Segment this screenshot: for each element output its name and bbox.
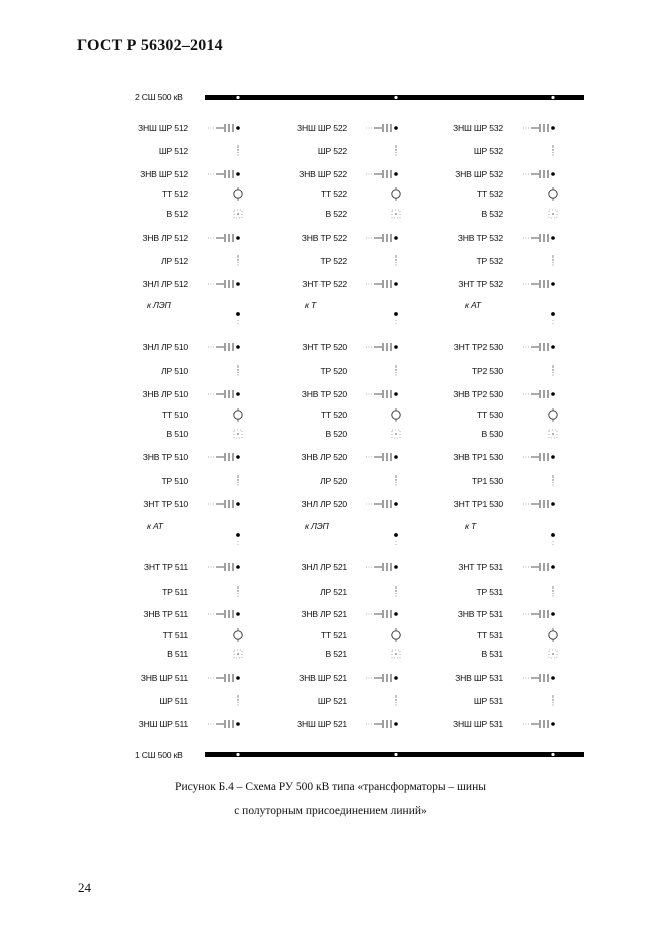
- disconnector-icon: [552, 695, 553, 706]
- grounding-switch-icon: [208, 610, 240, 618]
- grounding-switch-icon: [523, 453, 555, 461]
- grounding-switch-icon: [366, 124, 398, 132]
- grounding-switch-icon: [366, 390, 398, 398]
- equipment-label: ЗНВ ЛР 521: [301, 609, 347, 619]
- equipment-label: к АТ: [147, 521, 163, 531]
- disconnector-icon: [395, 475, 396, 486]
- equipment-label: ЗНЛ ЛР 520: [301, 499, 347, 509]
- disconnector-icon: [395, 365, 396, 376]
- equipment-label: ЗНТ ТР1 530: [453, 499, 503, 509]
- equipment-label: ЗНТ ТР2 530: [453, 342, 503, 352]
- grounding-switch-icon: [208, 390, 240, 398]
- bus-1-tap: [551, 753, 554, 756]
- equipment-label: ЛР 512: [161, 256, 188, 266]
- grounding-switch-icon: [366, 563, 398, 571]
- document-title: ГОСТ Р 56302–2014: [77, 37, 223, 54]
- equipment-label: ШР 522: [317, 146, 347, 156]
- connection-point-icon: [394, 312, 398, 316]
- circuit-breaker-icon: [549, 650, 557, 658]
- equipment-label: ЗНВ ШР 512: [140, 169, 188, 179]
- grounding-switch-icon: [523, 610, 555, 618]
- equipment-label: ЗНВ ШР 521: [299, 673, 347, 683]
- grounding-switch-icon: [208, 343, 240, 351]
- equipment-label: ТТ 522: [320, 189, 347, 199]
- equipment-label: ШР 532: [473, 146, 503, 156]
- current-transformer-icon: [549, 628, 557, 642]
- equipment-label: ТТ 532: [476, 189, 503, 199]
- equipment-label: ЗНШ ШР 521: [297, 719, 347, 729]
- equipment-label: ЗНШ ШР 511: [138, 719, 188, 729]
- circuit-breaker-icon: [392, 430, 400, 438]
- connection-point-icon: [551, 312, 555, 316]
- equipment-label: ЗНВ ЛР 512: [142, 233, 188, 243]
- grounding-switch-icon: [208, 563, 240, 571]
- equipment-label: ЛР 521: [320, 587, 347, 597]
- grounding-switch-icon: [366, 343, 398, 351]
- current-transformer-icon: [392, 187, 400, 201]
- current-transformer-icon: [392, 628, 400, 642]
- circuit-breaker-icon: [392, 650, 400, 658]
- circuit-breaker-icon: [549, 430, 557, 438]
- equipment-label: ЗНВ ТР 520: [301, 389, 347, 399]
- grounding-switch-icon: [523, 563, 555, 571]
- equipment-label: ЗНШ ШР 532: [453, 123, 503, 133]
- disconnector-icon: [237, 586, 238, 597]
- grounding-switch-icon: [208, 453, 240, 461]
- equipment-label: В 510: [166, 429, 188, 439]
- equipment-label: ЗНВ ТР 510: [142, 452, 188, 462]
- equipment-label: ТТ 511: [162, 630, 188, 640]
- equipment-label: ЗНВ ЛР 510: [142, 389, 188, 399]
- connection-point-icon: [236, 533, 240, 537]
- grounding-switch-icon: [523, 500, 555, 508]
- grounding-switch-icon: [366, 170, 398, 178]
- equipment-label: ТТ 531: [476, 630, 503, 640]
- equipment-label: ЗНШ ШР 531: [453, 719, 503, 729]
- disconnector-icon: [395, 255, 396, 266]
- equipment-label: ЗНВ ТР 531: [457, 609, 503, 619]
- equipment-label: ЗНВ ТР1 530: [453, 452, 503, 462]
- bay-column-1: [138, 96, 242, 756]
- current-transformer-icon: [549, 187, 557, 201]
- equipment-label: к АТ: [465, 300, 481, 310]
- current-transformer-icon: [234, 628, 242, 642]
- equipment-label: ЗНТ ТР 531: [458, 562, 503, 572]
- equipment-label: ЗНВ ЛР 520: [301, 452, 347, 462]
- current-transformer-icon: [392, 408, 400, 422]
- grounding-switch-icon: [523, 390, 555, 398]
- equipment-label: к ЛЭП: [147, 300, 171, 310]
- grounding-switch-icon: [208, 234, 240, 242]
- grounding-switch-icon: [523, 720, 555, 728]
- circuit-breaker-icon: [549, 210, 557, 218]
- equipment-label: ЗНВ ШР 522: [299, 169, 347, 179]
- page-number: 24: [78, 880, 91, 895]
- bus-2-label: 2 СШ 500 кВ: [135, 92, 183, 102]
- current-transformer-icon: [234, 187, 242, 201]
- disconnector-icon: [395, 695, 396, 706]
- bay-column-2: [297, 96, 400, 756]
- equipment-label: ЗНТ ТР 532: [458, 279, 503, 289]
- equipment-label: В 522: [325, 209, 347, 219]
- grounding-switch-icon: [366, 610, 398, 618]
- grounding-switch-icon: [523, 170, 555, 178]
- grounding-switch-icon: [366, 500, 398, 508]
- disconnector-icon: [552, 145, 553, 156]
- equipment-label: В 520: [325, 429, 347, 439]
- equipment-label: В 512: [166, 209, 188, 219]
- equipment-label: ЗНВ ТР2 530: [453, 389, 503, 399]
- grounding-switch-icon: [208, 280, 240, 288]
- circuit-breaker-icon: [234, 430, 242, 438]
- equipment-label: ШР 531: [473, 696, 503, 706]
- equipment-label: В 531: [481, 649, 503, 659]
- bus-1-label: 1 СШ 500 кВ: [135, 750, 183, 760]
- grounding-switch-icon: [208, 124, 240, 132]
- equipment-label: ЗНЛ ЛР 521: [301, 562, 347, 572]
- disconnector-icon: [395, 145, 396, 156]
- connection-point-icon: [551, 533, 555, 537]
- disconnector-icon: [237, 695, 238, 706]
- equipment-label: ЗНВ ТР 532: [457, 233, 503, 243]
- disconnector-icon: [395, 586, 396, 597]
- equipment-label: ЗНШ ШР 522: [297, 123, 347, 133]
- bus-2-tap: [394, 96, 397, 99]
- bus-2-tap: [551, 96, 554, 99]
- disconnector-icon: [237, 365, 238, 376]
- circuit-breaker-icon: [234, 210, 242, 218]
- equipment-label: В 530: [481, 429, 503, 439]
- grounding-switch-icon: [208, 500, 240, 508]
- equipment-label: ТТ 512: [161, 189, 188, 199]
- grounding-switch-icon: [523, 280, 555, 288]
- equipment-label: ЗНТ ТР 522: [302, 279, 347, 289]
- equipment-label: ТР2 530: [471, 366, 503, 376]
- grounding-switch-icon: [523, 674, 555, 682]
- bay-columns: [138, 96, 557, 756]
- equipment-label: ТТ 530: [476, 410, 503, 420]
- equipment-label: ТР1 530: [471, 476, 503, 486]
- bay-column-3: [453, 96, 557, 756]
- disconnector-icon: [237, 255, 238, 266]
- equipment-label: В 521: [325, 649, 347, 659]
- bus-2-tap: [236, 96, 239, 99]
- grounding-switch-icon: [523, 124, 555, 132]
- equipment-label: ТТ 520: [320, 410, 347, 420]
- equipment-label: ТР 511: [162, 587, 188, 597]
- grounding-switch-icon: [523, 343, 555, 351]
- equipment-label: ЗНТ ТР 520: [302, 342, 347, 352]
- current-transformer-icon: [549, 408, 557, 422]
- equipment-label: ШР 511: [159, 696, 188, 706]
- grounding-switch-icon: [366, 453, 398, 461]
- equipment-label: ЛР 520: [320, 476, 347, 486]
- disconnector-icon: [552, 255, 553, 266]
- equipment-label: ЗНТ ТР 510: [143, 499, 188, 509]
- disconnector-icon: [237, 145, 238, 156]
- equipment-label: к ЛЭП: [305, 521, 329, 531]
- equipment-label: ТТ 510: [161, 410, 188, 420]
- grounding-switch-icon: [523, 234, 555, 242]
- equipment-label: ЗНШ ШР 512: [138, 123, 188, 133]
- grounding-switch-icon: [208, 720, 240, 728]
- equipment-label: ЛР 510: [161, 366, 188, 376]
- disconnector-icon: [237, 475, 238, 486]
- disconnector-icon: [552, 475, 553, 486]
- grounding-switch-icon: [366, 234, 398, 242]
- bus-1-tap: [394, 753, 397, 756]
- connection-point-icon: [394, 533, 398, 537]
- grounding-switch-icon: [366, 280, 398, 288]
- equipment-label: ТР 522: [320, 256, 347, 266]
- equipment-label: ЗНТ ТР 511: [143, 562, 188, 572]
- equipment-label: ШР 521: [317, 696, 347, 706]
- bus-1-tap: [236, 753, 239, 756]
- equipment-label: к Т: [305, 300, 317, 310]
- equipment-label: ЗНЛ ЛР 510: [142, 342, 188, 352]
- disconnector-icon: [552, 365, 553, 376]
- figure-caption-line1: Рисунок Б.4 – Схема РУ 500 кВ типа «трансформаторы – шины: [175, 781, 486, 793]
- equipment-label: ТР 532: [476, 256, 503, 266]
- equipment-label: к Т: [465, 521, 477, 531]
- grounding-switch-icon: [208, 674, 240, 682]
- equipment-label: ТТ 521: [320, 630, 347, 640]
- equipment-label: ТР 520: [320, 366, 347, 376]
- current-transformer-icon: [234, 408, 242, 422]
- equipment-label: В 511: [167, 649, 188, 659]
- grounding-switch-icon: [366, 720, 398, 728]
- grounding-switch-icon: [208, 170, 240, 178]
- grounding-switch-icon: [366, 674, 398, 682]
- connection-point-icon: [236, 312, 240, 316]
- equipment-label: ЗНВ ТР 511: [143, 609, 188, 619]
- equipment-label: В 532: [481, 209, 503, 219]
- circuit-breaker-icon: [234, 650, 242, 658]
- equipment-label: ЗНВ ШР 531: [455, 673, 503, 683]
- disconnector-icon: [552, 586, 553, 597]
- equipment-label: ЗНВ ТР 522: [301, 233, 347, 243]
- equipment-label: ТР 531: [476, 587, 503, 597]
- equipment-label: ЗНЛ ЛР 512: [142, 279, 188, 289]
- equipment-label: ЗНВ ШР 511: [140, 673, 188, 683]
- circuit-breaker-icon: [392, 210, 400, 218]
- equipment-label: ЗНВ ШР 532: [455, 169, 503, 179]
- figure-caption-line2: с полуторным присоединением линий»: [234, 805, 427, 817]
- equipment-label: ШР 512: [158, 146, 188, 156]
- equipment-label: ТР 510: [161, 476, 188, 486]
